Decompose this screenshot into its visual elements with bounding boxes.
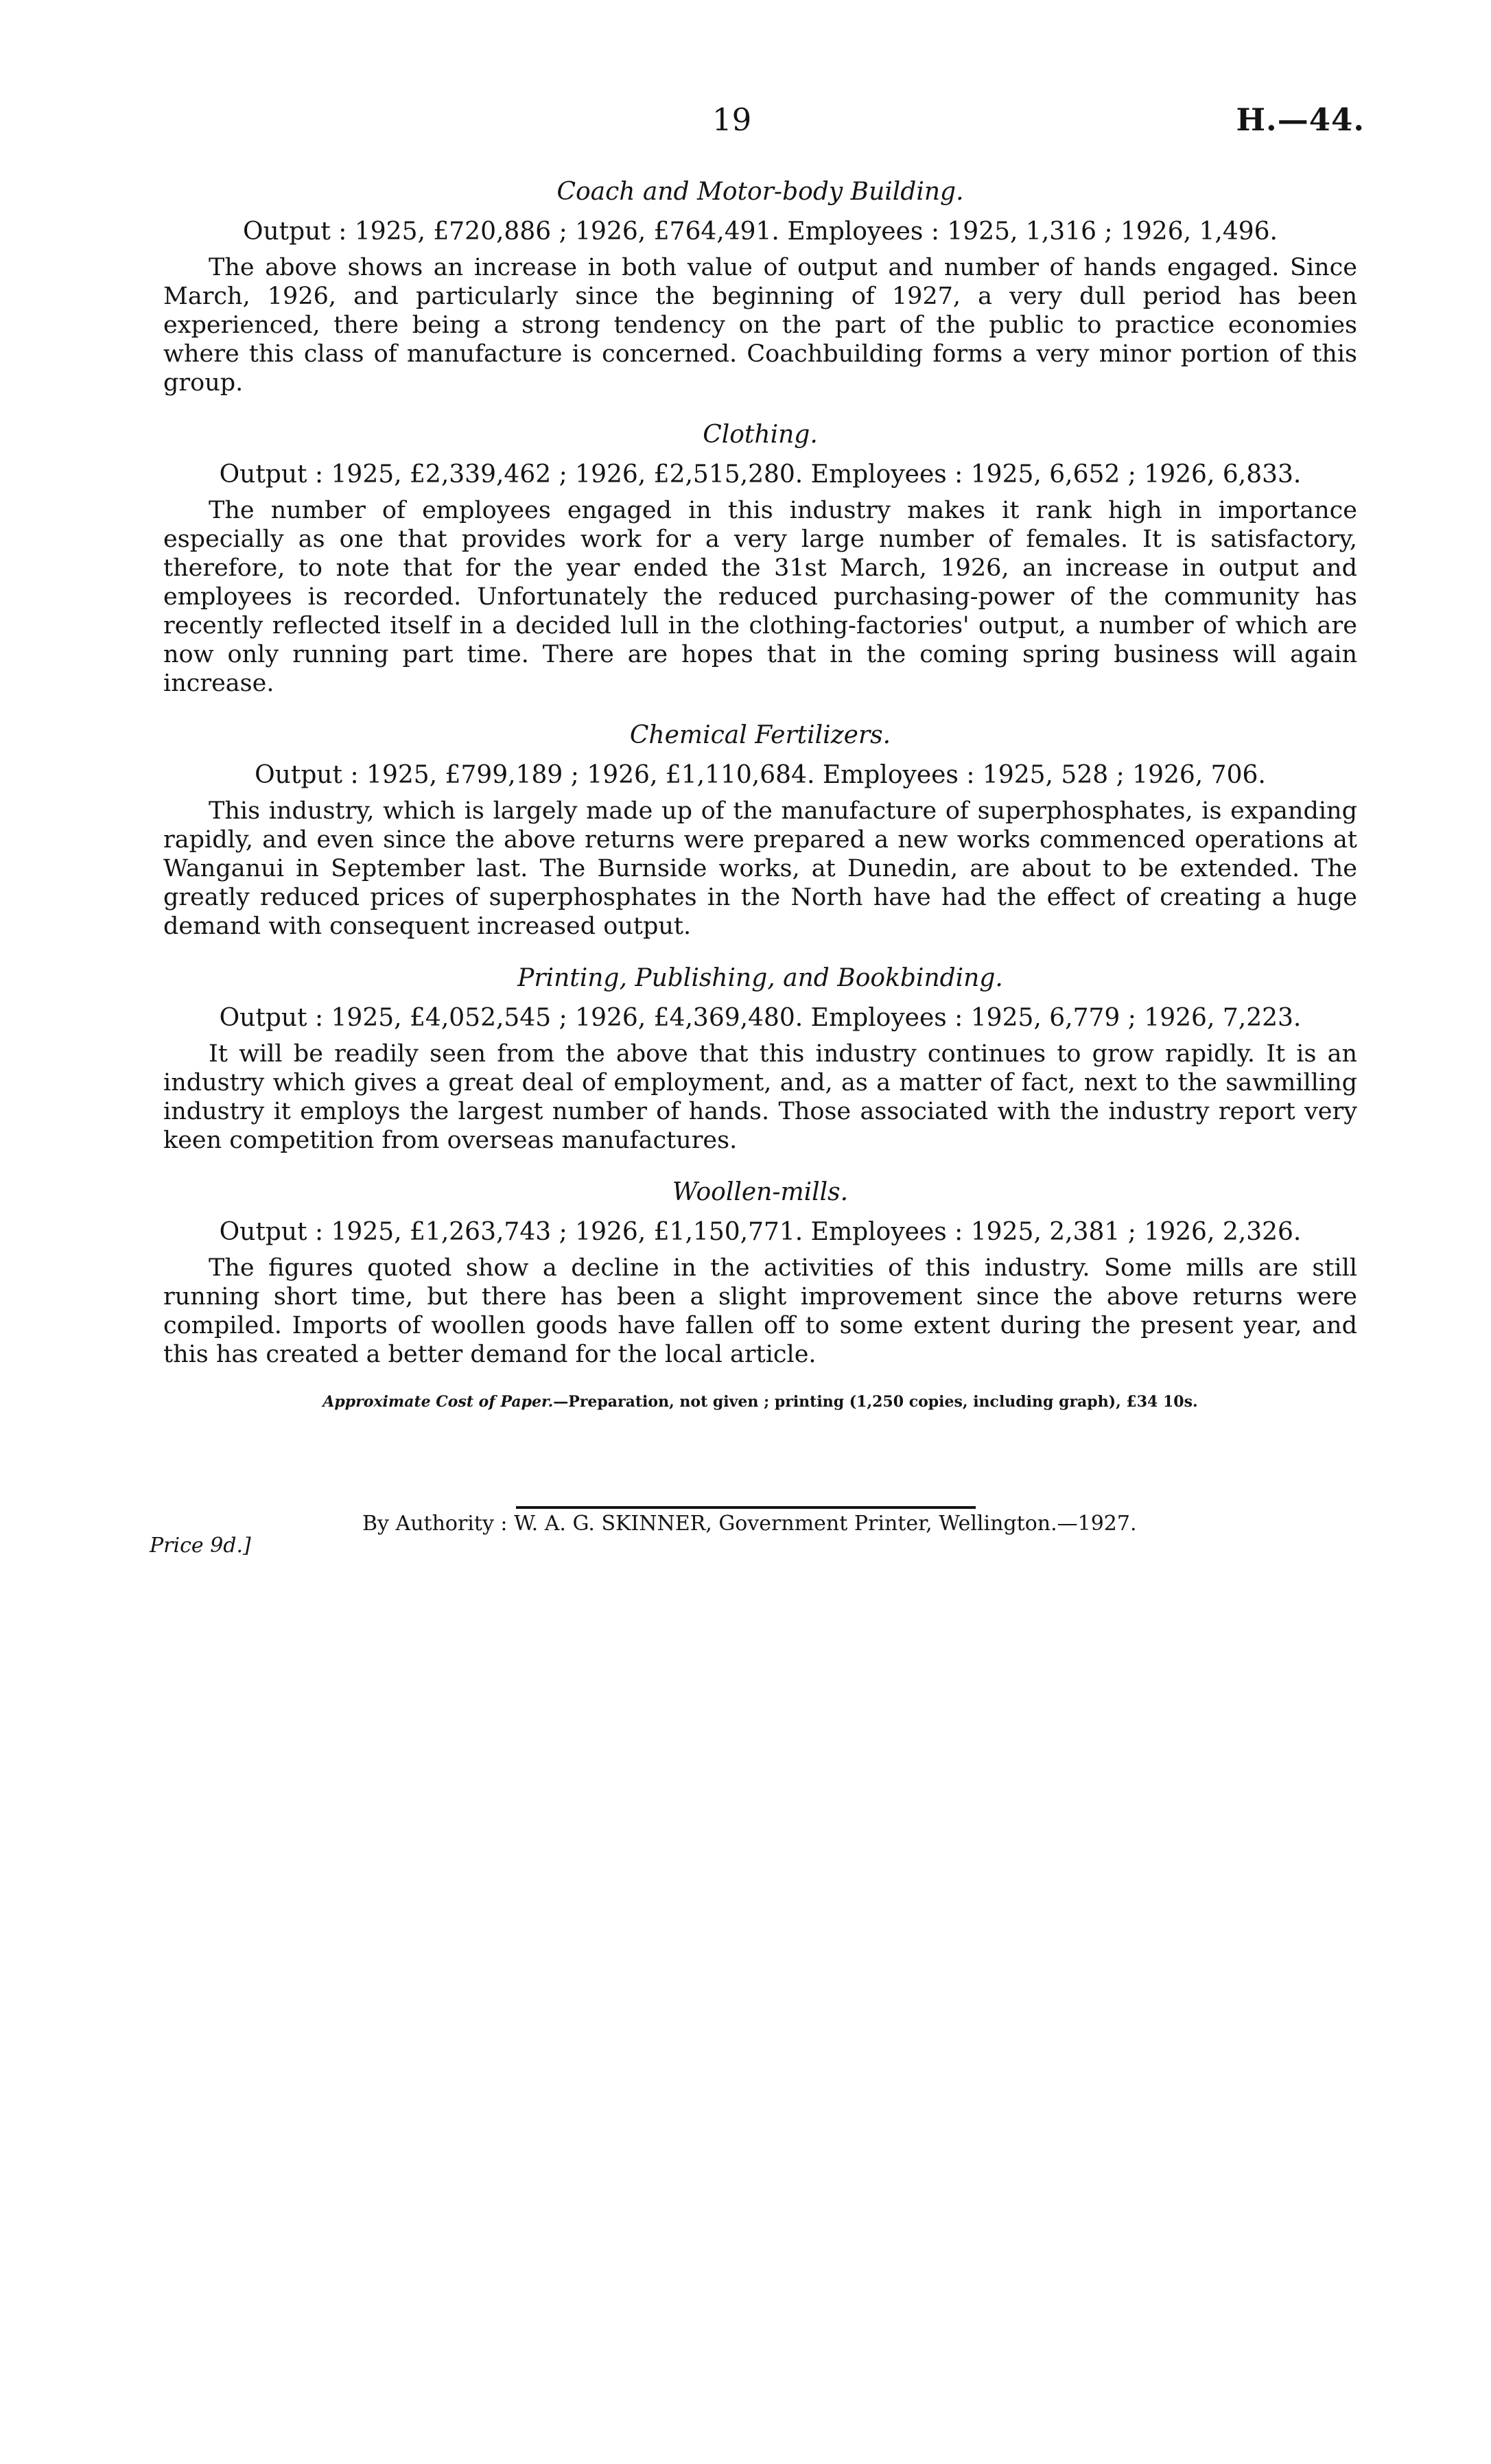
section-title: Chemical Fertilizers. <box>629 721 891 749</box>
section-stats: Output : 1925, £2,339,462 ; 1926, £2,515,280. Employees : 1925, 6,652 ; 1926, 6,833. <box>219 460 1302 489</box>
section-title: Woollen-mills. <box>672 1178 849 1206</box>
price-label: Price 9d.] <box>150 1534 251 1558</box>
section-woollen-mills <box>163 1175 1357 1369</box>
section-title: Coach and Motor-body Building. <box>556 178 964 206</box>
document-reference: H.—44. <box>1236 102 1365 138</box>
section-paragraph: It will be readily seen from the above that this industry continues to grow rapidly. It is an industry which gives a great deal of employment, and, as a matter of fact, next to the sawmilling industry it employs the largest number of hands. Those associated with the industry report very keen competition from overseas manufactures. <box>163 1040 1357 1154</box>
section-coach-building <box>163 175 1357 397</box>
section-chemical-fertilizers <box>163 718 1357 941</box>
page-number: 19 <box>712 102 752 138</box>
divider-rule <box>516 1506 976 1509</box>
section-stats: Output : 1925, £799,189 ; 1926, £1,110,684. Employees : 1925, 528 ; 1926, 706. <box>255 761 1266 789</box>
footnote-label: Approximate Cost of Paper. <box>322 1393 554 1411</box>
document-body <box>163 175 1357 1389</box>
section-paragraph: The above shows an increase in both value of output and number of hands engaged. Since March, 1926, and particularly since the beginning of 1927, a very dull period has been experienced, there being a strong tendency on the part of the public to practice economies where this class of manufacture is concerned. Coachbuilding forms a very minor portion of this group. <box>163 254 1357 397</box>
section-paragraph: This industry, which is largely made up of the manufacture of superphosphates, is expanding rapidly, and even since the above returns were prepared a new works commenced operations at Wanganui in September last. The Burnside works, at Dunedin, are about to be extended. The greatly reduced prices of superphosphates in the North have had the effect of creating a huge demand with consequent increased output. <box>163 797 1357 940</box>
section-paragraph: The number of employees engaged in this industry makes it rank high in importance especially as one that provides work for a very large number of females. It is satisfactory, therefore, to note that for the year ended the 31st March, 1926, an increase in output and employees is recorded. Unfortunately the reduced purchasing-power of the community has recently reflected itself in a decided lull in the clothing-factories' output, a number of which are now only running part time. There are hopes that in the coming spring business will again increase. <box>163 497 1357 697</box>
section-paragraph: The figures quoted show a decline in the activities of this industry. Some mills are still running short time, but there has been a slight improvement since the above returns were compiled. Imports of woollen goods have fallen off to some extent during the present year, and this has created a better demand for the local article. <box>163 1254 1357 1368</box>
section-stats: Output : 1925, £720,886 ; 1926, £764,491. Employees : 1925, 1,316 ; 1926, 1,496. <box>242 218 1278 246</box>
section-title: Clothing. <box>703 421 818 449</box>
printer-imprint: By Authority : W. A. G. SKINNER, Government Printer, Wellington.—1927. <box>362 1512 1137 1536</box>
section-stats: Output : 1925, £4,052,545 ; 1926, £4,369,480. Employees : 1925, 6,779 ; 1926, 7,223. <box>219 1004 1302 1032</box>
section-printing-publishing <box>163 961 1357 1155</box>
section-clothing <box>163 418 1357 698</box>
cost-footnote <box>163 1393 1357 1411</box>
footnote-text: —Preparation, not given ; printing (1,250 copies, including graph), £34 10s. <box>553 1393 1198 1411</box>
section-title: Printing, Publishing, and Bookbinding. <box>517 964 1003 992</box>
section-stats: Output : 1925, £1,263,743 ; 1926, £1,150,771. Employees : 1925, 2,381 ; 1926, 2,326. <box>219 1218 1302 1246</box>
